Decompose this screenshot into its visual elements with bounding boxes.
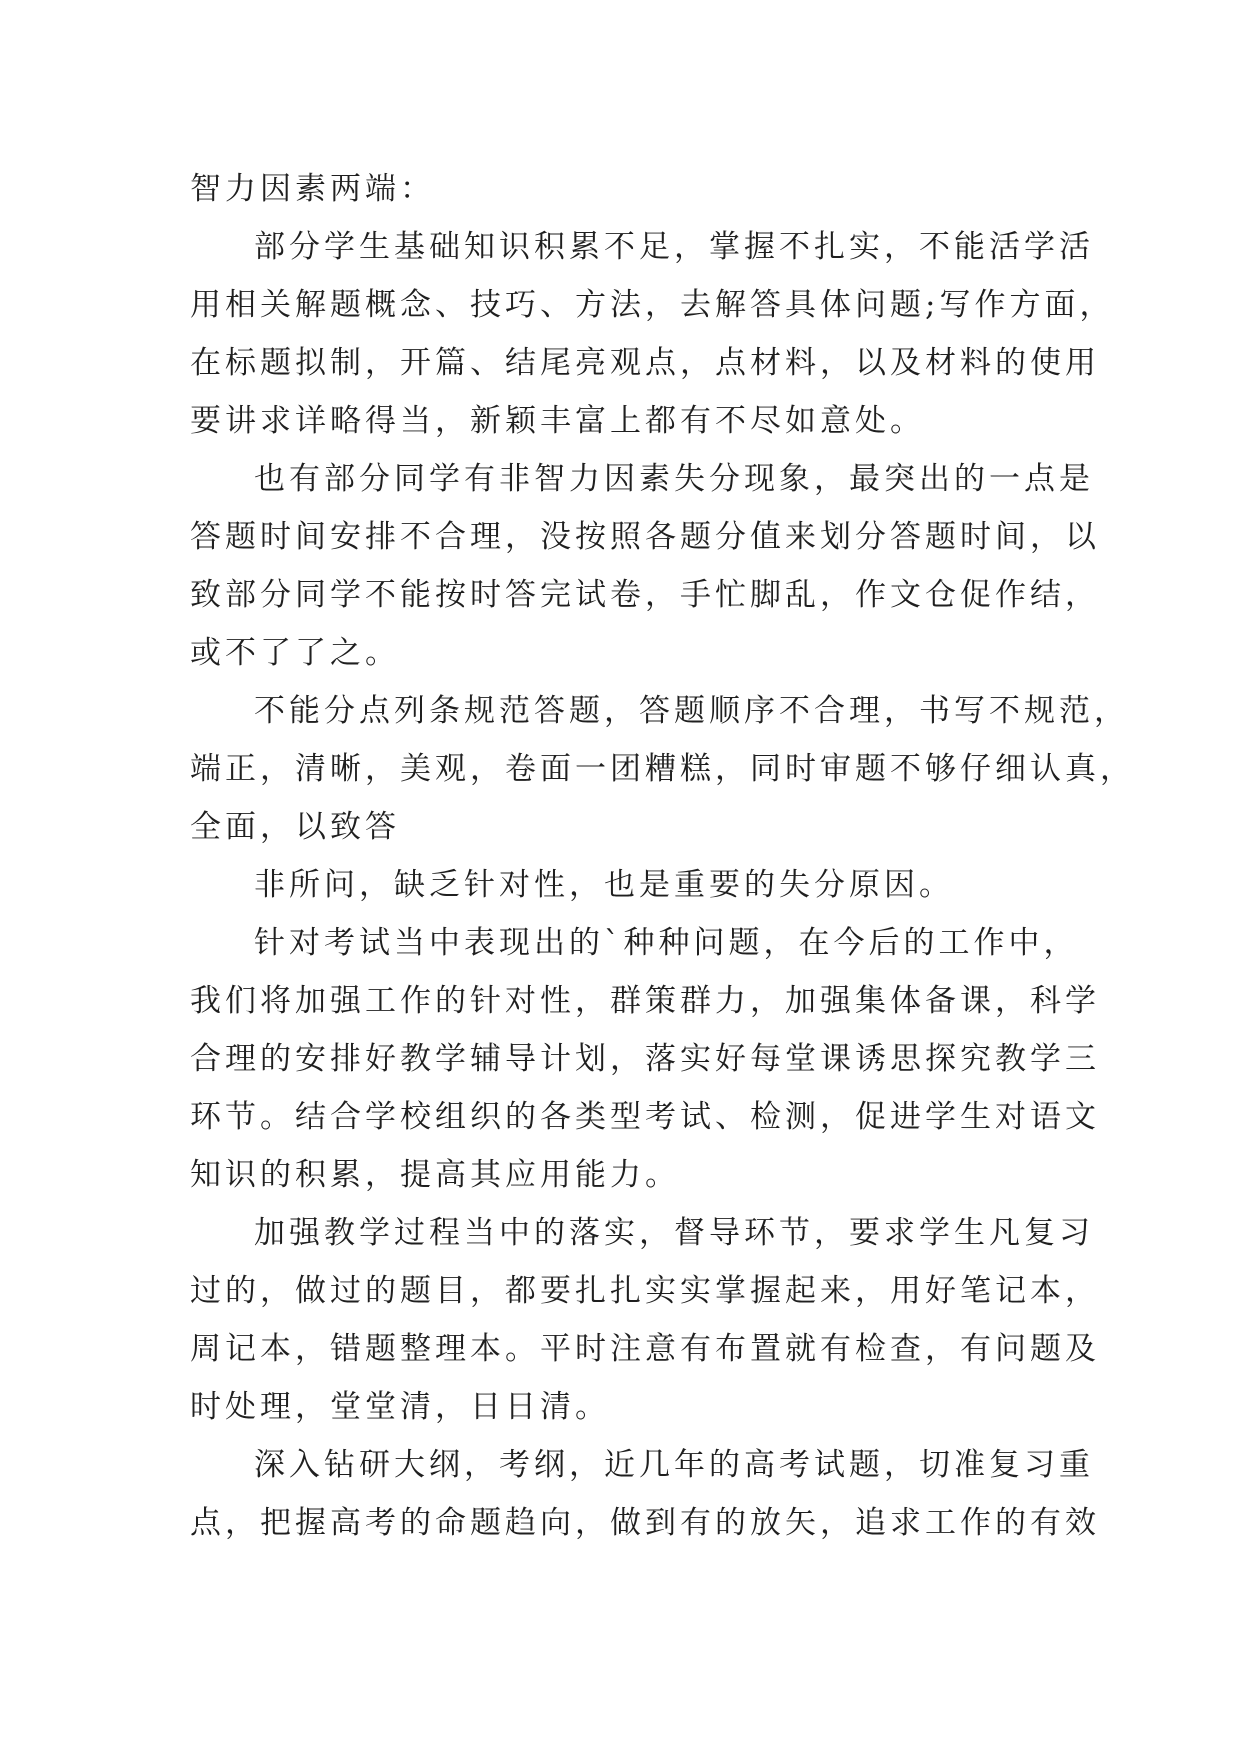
text-line: 端正，清晰，美观，卷面一团糟糕，同时审题不够仔细认真， bbox=[190, 751, 1135, 787]
paragraph-8 bbox=[190, 1436, 1100, 1552]
text-line: 也有部分同学有非智力因素失分现象，最突出的一点是 bbox=[254, 461, 1094, 497]
text-line: 针对考试当中表现出的`种种问题，在今后的工作中， bbox=[254, 925, 1079, 961]
paragraph-6 bbox=[190, 914, 1100, 1204]
text-line: 不能分点列条规范答题，答题顺序不合理，书写不规范， bbox=[254, 693, 1129, 729]
text-line: 或不了了之。 bbox=[190, 635, 400, 671]
text-line: 智力因素两端： bbox=[190, 171, 435, 207]
text-line: 周记本，错题整理本。平时注意有布置就有检查，有问题及 bbox=[190, 1331, 1100, 1367]
paragraph-5 bbox=[190, 856, 1080, 914]
text-line: 要讲求详略得当，新颖丰富上都有不尽如意处。 bbox=[190, 403, 925, 439]
paragraph-7 bbox=[190, 1204, 1100, 1436]
document-body bbox=[190, 160, 1135, 1552]
text-line: 知识的积累，提高其应用能力。 bbox=[190, 1157, 680, 1193]
text-line: 时处理，堂堂清，日日清。 bbox=[190, 1389, 610, 1425]
text-line: 深入钻研大纲，考纲，近几年的高考试题，切准复习重 bbox=[254, 1447, 1094, 1483]
text-line: 非所问，缺乏针对性，也是重要的失分原因。 bbox=[254, 867, 954, 903]
paragraph-1 bbox=[190, 160, 1080, 218]
text-line: 部分学生基础知识积累不足，掌握不扎实，不能活学活 bbox=[254, 229, 1094, 265]
paragraph-4 bbox=[190, 682, 1135, 856]
text-line: 致部分同学不能按时答完试卷，手忙脚乱，作文仓促作结， bbox=[190, 577, 1100, 613]
text-line: 全面，以致答 bbox=[190, 809, 400, 845]
text-line: 在标题拟制，开篇、结尾亮观点，点材料，以及材料的使用 bbox=[190, 345, 1100, 381]
text-line: 加强教学过程当中的落实，督导环节，要求学生凡复习 bbox=[254, 1215, 1094, 1251]
text-line: 用相关解题概念、技巧、方法，去解答具体问题;写作方面， bbox=[190, 287, 1115, 323]
paragraph-3 bbox=[190, 450, 1100, 682]
text-line: 答题时间安排不合理，没按照各题分值来划分答题时间，以 bbox=[190, 519, 1100, 555]
text-line: 我们将加强工作的针对性，群策群力，加强集体备课，科学 bbox=[190, 983, 1100, 1019]
paragraph-2 bbox=[190, 218, 1115, 450]
text-line: 环节。结合学校组织的各类型考试、检测，促进学生对语文 bbox=[190, 1099, 1100, 1135]
text-line: 点，把握高考的命题趋向，做到有的放矢，追求工作的有效 bbox=[190, 1505, 1100, 1541]
text-line: 过的，做过的题目，都要扎扎实实掌握起来，用好笔记本， bbox=[190, 1273, 1100, 1309]
text-line: 合理的安排好教学辅导计划，落实好每堂课诱思探究教学三 bbox=[190, 1041, 1100, 1077]
